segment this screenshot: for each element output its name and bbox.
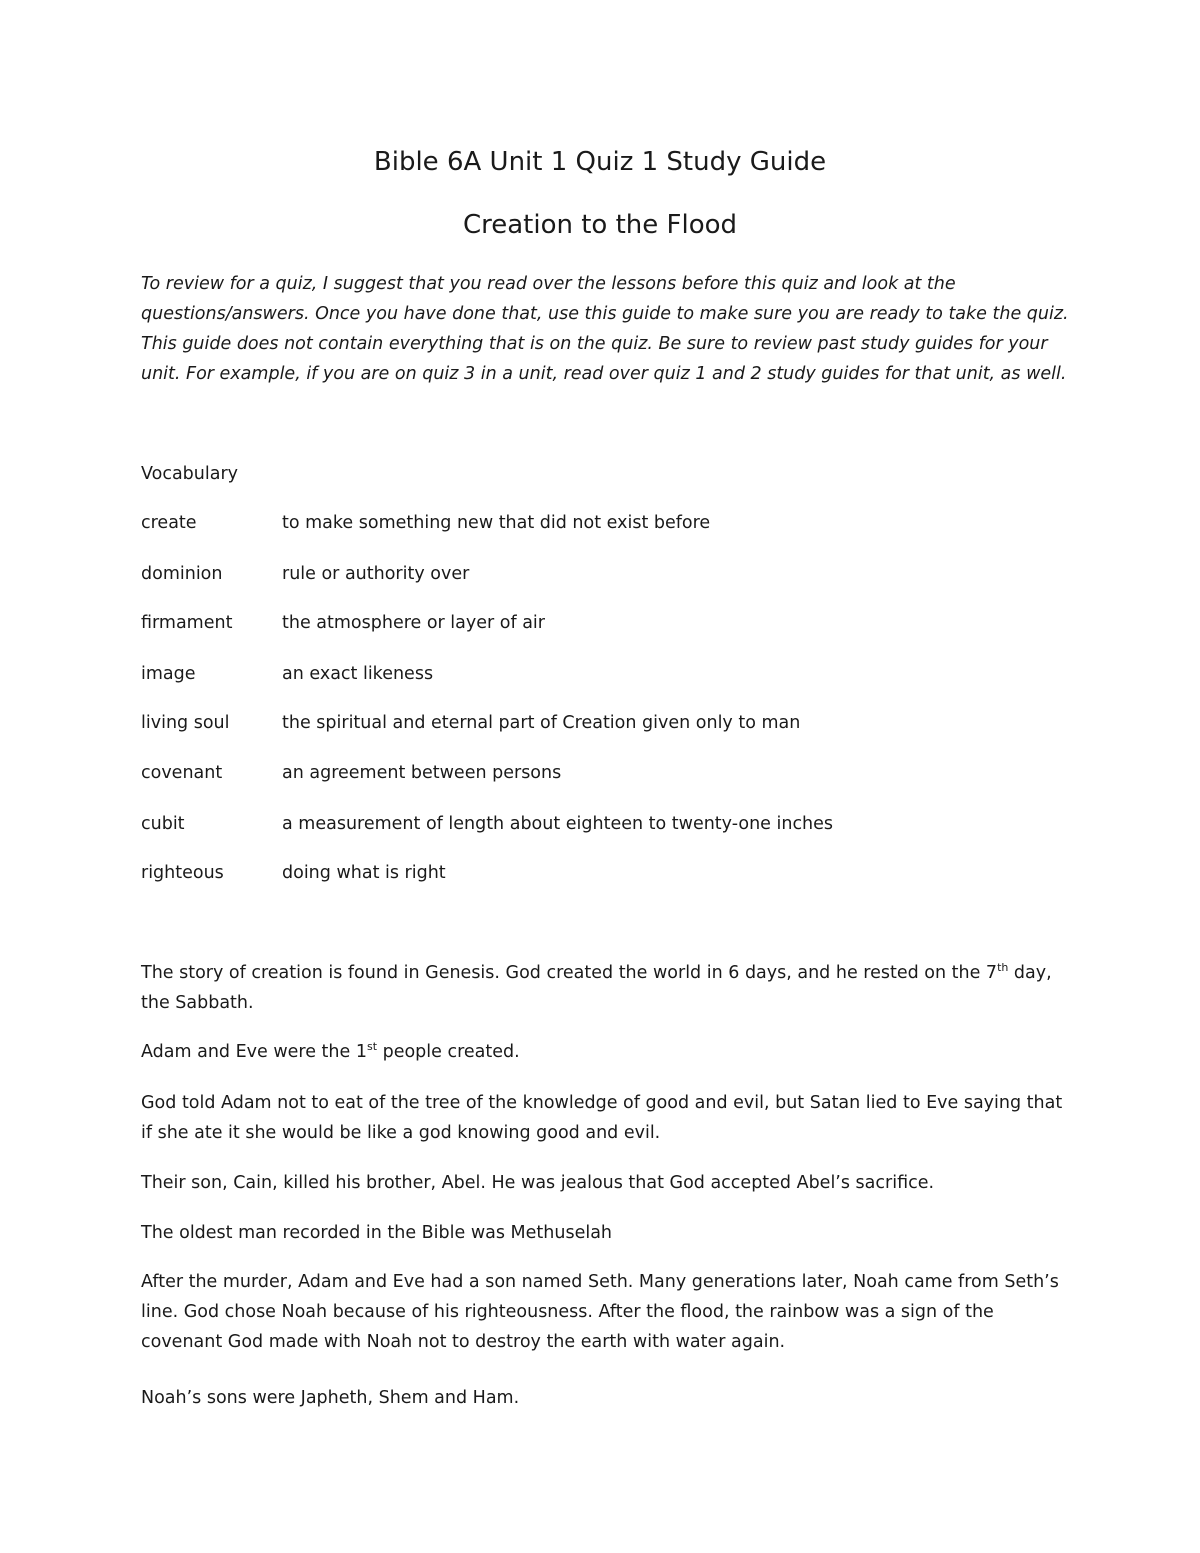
intro-paragraph: To review for a quiz, I suggest that you read over the lessons before this quiz and look at the questions/answers. Once you have done that, use this guide to make sure you are ready to take the quiz. This guide does not contain everything that is on the quiz. Be sure to review past study guides for your unit. For example, if you are on quiz 3 in a unit, read over quiz 1 and 2 study guides for that unit, as well. bbox=[141, 274, 1069, 384]
fact-methuselah: The oldest man recorded in the Bible was Methuselah bbox=[141, 1223, 613, 1243]
fact-first-people bbox=[141, 1037, 1071, 1067]
fact-adam-text: Adam and Eve were the 1 bbox=[141, 1042, 367, 1062]
superscript: th bbox=[997, 961, 1009, 975]
document-title: Bible 6A Unit 1 Quiz 1 Study Guide bbox=[373, 147, 827, 177]
vocabulary-heading: Vocabulary bbox=[141, 464, 239, 484]
fact-creation-text-end: day, the Sabbath. bbox=[141, 963, 1052, 1013]
fact-creation-text: The story of creation is found in Genesis. God created the world in 6 days, and he rested on the 7 bbox=[141, 963, 998, 983]
vocab-definition: doing what is right bbox=[282, 863, 446, 883]
fact-adam-text-end: people created. bbox=[377, 1042, 520, 1062]
vocab-term: living soul bbox=[141, 713, 230, 733]
fact-noah-sons: Noah’s sons were Japheth, Shem and Ham. bbox=[141, 1388, 520, 1408]
vocab-term: righteous bbox=[141, 863, 224, 883]
vocab-term: covenant bbox=[141, 763, 223, 783]
vocab-definition: the spiritual and eternal part of Creation given only to man bbox=[282, 713, 801, 733]
vocab-definition: an exact likeness bbox=[282, 664, 434, 684]
fact-seth-noah: After the murder, Adam and Eve had a son named Seth. Many generations later, Noah came from Seth’s line. God chose Noah because of his righteousness. After the flood, the rainbow was a sign of the covenant God made with Noah not to destroy the earth with water again. bbox=[141, 1272, 1059, 1352]
vocab-term: firmament bbox=[141, 613, 233, 633]
vocab-definition: an agreement between persons bbox=[282, 763, 562, 783]
fact-tree: God told Adam not to eat of the tree of the knowledge of good and evil, but Satan lied to Eve saying that if she ate it she would be like a god knowing good and evil. bbox=[141, 1093, 1063, 1143]
vocab-term: cubit bbox=[141, 814, 185, 834]
fact-cain: Their son, Cain, killed his brother, Abel. He was jealous that God accepted Abel’s sacrifice. bbox=[141, 1173, 935, 1193]
vocab-definition: rule or authority over bbox=[282, 564, 470, 584]
vocab-definition: the atmosphere or layer of air bbox=[282, 613, 545, 633]
vocab-term: dominion bbox=[141, 564, 223, 584]
vocab-term: image bbox=[141, 664, 196, 684]
document-subtitle: Creation to the Flood bbox=[462, 210, 738, 240]
superscript: st bbox=[366, 1040, 378, 1054]
vocab-definition: a measurement of length about eighteen to twenty-one inches bbox=[282, 814, 834, 834]
vocab-definition: to make something new that did not exist before bbox=[282, 513, 711, 533]
vocab-term: create bbox=[141, 513, 197, 533]
fact-creation bbox=[141, 958, 1071, 1018]
